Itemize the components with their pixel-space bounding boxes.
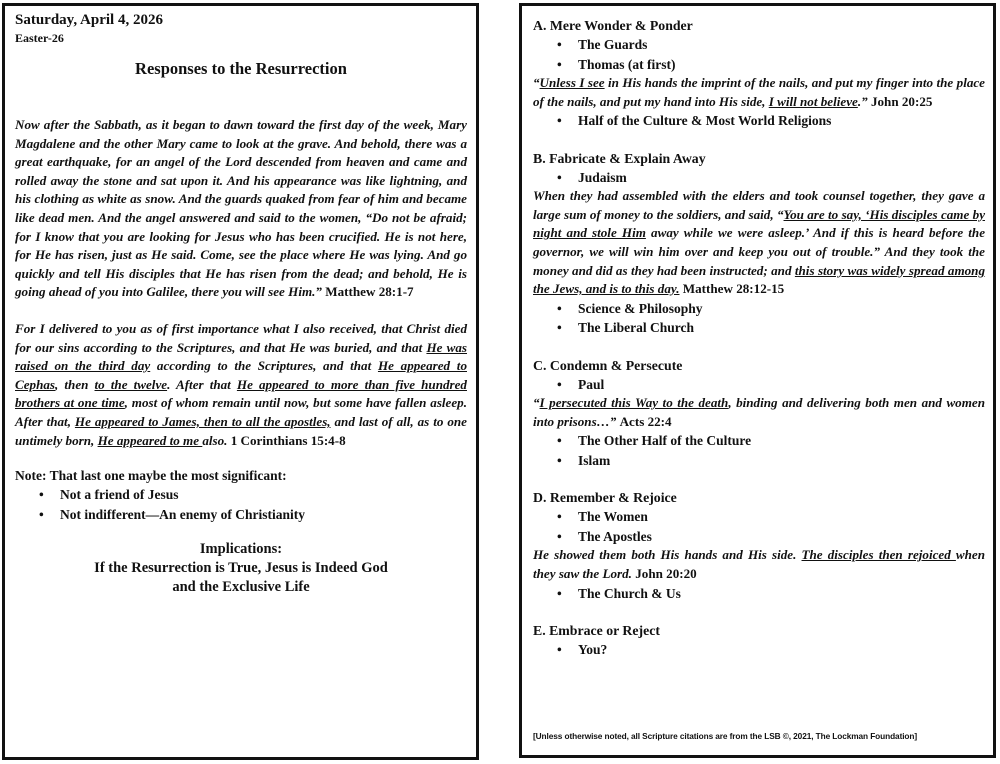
underlined-phrase: to the twelve xyxy=(94,376,168,392)
section-list xyxy=(533,168,985,188)
bullet-text: You? xyxy=(578,642,608,658)
bullet-item xyxy=(533,527,985,547)
bullet-icon: • xyxy=(557,320,562,336)
section-scripture xyxy=(533,74,985,111)
scripture-reference: John 20:20 xyxy=(635,566,697,582)
bullet-text: The Liberal Church xyxy=(578,320,695,336)
bullet-icon: • xyxy=(557,509,562,525)
bullet-icon: • xyxy=(39,506,44,522)
scripture-reference: 1 Corinthians 15:4-8 xyxy=(230,432,346,448)
passage-text: according to the Scriptures, and that xyxy=(150,358,378,374)
section-heading: A. Mere Wonder & Ponder xyxy=(533,18,693,33)
section-list xyxy=(533,431,985,470)
bullet-item xyxy=(533,111,985,131)
underlined-phrase: He appeared to more than five hundred brothers at one time xyxy=(15,376,467,411)
section-list xyxy=(533,375,985,395)
passage-text: , then xyxy=(55,376,95,392)
section-scripture xyxy=(533,546,985,583)
bullet-item xyxy=(533,375,985,395)
underlined-phrase: Unless I see xyxy=(539,75,605,90)
bullet-text: Paul xyxy=(578,376,605,392)
implications-line-2: and the Exclusive Life xyxy=(172,579,310,596)
page-title: Responses to the Resurrection xyxy=(135,59,347,78)
passage-text: For I delivered to you as of first importance what I also received, that Christ died for our sins according to the Scriptures, and that He was buried, and that xyxy=(15,320,467,355)
bullet-text: The Guards xyxy=(578,37,648,52)
bullet-item xyxy=(533,168,985,188)
bullet-item xyxy=(533,35,985,55)
section-heading: E. Embrace or Reject xyxy=(533,623,660,639)
passage-text: . After that xyxy=(167,376,237,392)
scripture-reference: John 20:25 xyxy=(870,93,933,109)
section-list xyxy=(533,584,985,604)
scripture-reference: Matthew 28:1-7 xyxy=(325,284,414,300)
underlined-phrase: He was raised on the third day xyxy=(15,339,467,374)
implications-line-1: If the Resurrection is True, Jesus is Indeed God xyxy=(94,560,388,577)
bullet-item xyxy=(533,507,985,527)
passage-text: , most of whom remain until now, but some have fallen asleep. After that, xyxy=(15,395,467,429)
passage-text: “ xyxy=(533,395,540,411)
passage-text: and last of all, as to one untimely born, xyxy=(15,413,467,448)
bullet-icon: • xyxy=(557,585,562,601)
section-list xyxy=(533,299,985,338)
bullet-item xyxy=(15,505,467,525)
section-scripture xyxy=(533,394,985,431)
response-sections xyxy=(533,16,985,660)
bullet-icon: • xyxy=(557,452,562,468)
bullet-icon: • xyxy=(557,169,562,185)
bullet-item xyxy=(533,451,985,471)
scripture-passage-matthew xyxy=(15,116,467,302)
series-label: Easter-26 xyxy=(15,31,64,45)
bullet-icon: • xyxy=(557,56,562,72)
section-heading: B. Fabricate & Explain Away xyxy=(533,150,706,166)
section-heading: D. Remember & Rejoice xyxy=(533,490,677,506)
section-list xyxy=(533,640,985,660)
bullet-text: Thomas (at first) xyxy=(578,56,676,72)
section-list xyxy=(533,507,985,546)
underlined-phrase: The disciples then rejoiced xyxy=(801,547,956,563)
bullet-text: Half of the Culture & Most World Religions xyxy=(578,113,832,129)
passage-text: away while we were asleep.’ And if this is heard before the governor, we will win him over and keep you out of trouble.” And they took the money and did as they had been instructed; and xyxy=(533,225,985,278)
section-heading: C. Condemn & Persecute xyxy=(533,357,683,373)
bullet-item xyxy=(533,55,985,75)
section-list xyxy=(533,111,985,131)
passage-text: .” xyxy=(857,93,871,109)
section-list xyxy=(533,35,985,74)
bullet-text: Islam xyxy=(578,452,611,468)
bullet-icon: • xyxy=(557,433,562,449)
underlined-phrase: this story was widely spread among the Jews, and is to this day. xyxy=(533,262,986,297)
response-section xyxy=(533,356,985,471)
passage-text: “ xyxy=(533,75,540,90)
underlined-phrase: He appeared to me xyxy=(97,432,203,448)
bullet-item xyxy=(533,640,985,660)
bullet-text: Not a friend of Jesus xyxy=(60,487,179,503)
response-section xyxy=(533,621,985,660)
underlined-phrase: He appeared to Cephas xyxy=(15,358,467,392)
underlined-phrase: He appeared to James, then to all the apostles, xyxy=(74,413,331,429)
bullet-text: Science & Philosophy xyxy=(578,300,703,316)
passage-text: , binding and delivering both men and women into prisons…” xyxy=(533,395,986,429)
bullet-item xyxy=(533,299,985,319)
bullet-icon: • xyxy=(557,376,562,392)
underlined-phrase: You are to say, ‘His disciples came by night and stole Him xyxy=(533,206,986,241)
bullet-icon: • xyxy=(557,528,562,544)
passage-text: He showed them both His hands and His side. xyxy=(533,547,802,563)
response-section xyxy=(533,16,985,131)
bullet-item xyxy=(533,584,985,604)
implications-block xyxy=(15,540,467,597)
bullet-icon: • xyxy=(39,487,44,503)
underlined-phrase: I persecuted this Way to the death xyxy=(539,395,729,411)
bullet-icon: • xyxy=(557,37,562,52)
scripture-reference: Matthew 28:12-15 xyxy=(682,281,785,297)
bullet-text: Not indifferent—An enemy of Christianity xyxy=(60,506,305,522)
bullet-text: The Church & Us xyxy=(578,585,681,601)
implications-heading: Implications: xyxy=(199,541,283,558)
passage-text: when they saw the Lord. xyxy=(533,547,985,582)
bullet-text: Judaism xyxy=(578,169,627,185)
scripture-reference: Acts 22:4 xyxy=(619,413,672,429)
response-section xyxy=(533,488,985,603)
bullet-icon: • xyxy=(557,300,562,316)
passage-text: Now after the Sabbath, as it began to dawn toward the first day of the week, Mary Magdalene and the other Mary came to look at the grave. And behold, there was a great earthquake, for an angel of the Lord descended from heaven and came and rolled away the stone and sat upon it. And his appearance was like lightning, and his clothing as white as snow. And the guards quaked from fear of him and became like dead men. And the angel answered and said to the women, “Do not be afraid; for I know that you are looking for Jesus who has been crucified. He is not here, for He has risen, just as He said. Come, see the place where He was lying. And go quickly and tell His disciples that He has risen from the dead; and behold, He is going ahead of you into Galilee, there you will see Him.” xyxy=(15,117,467,300)
bullet-item xyxy=(533,431,985,451)
passage-text: in His hands the imprint of the nails, and put my finger into the place of the nails, and put my hand into His side, xyxy=(533,75,985,109)
bullet-icon: • xyxy=(557,642,562,658)
left-page xyxy=(2,3,479,760)
right-page xyxy=(519,3,996,758)
bullet-item xyxy=(15,485,467,505)
bullet-text: The Apostles xyxy=(578,528,652,544)
scripture-passage-corinthians xyxy=(15,320,467,450)
bullet-icon: • xyxy=(557,113,562,129)
bullet-text: The Other Half of the Culture xyxy=(578,433,752,449)
bullet-text: The Women xyxy=(578,509,648,525)
passage-text: When they had assembled with the elders and took counsel together, they gave a large sum of money to the soldiers, and said, “ xyxy=(533,188,985,222)
date-heading: Saturday, April 4, 2026 xyxy=(15,12,163,28)
section-scripture xyxy=(533,187,985,299)
bullet-item xyxy=(533,318,985,338)
note-list xyxy=(15,485,467,524)
note-label: Note: That last one maybe the most significant: xyxy=(15,468,287,484)
underlined-phrase: I will not believe xyxy=(768,93,858,109)
response-section xyxy=(533,149,985,338)
copyright-footer: [Unless otherwise noted, all Scripture citations are from the LSB ©, 2021, The Lockman Foundation] xyxy=(533,731,918,741)
passage-text: also. xyxy=(202,432,231,448)
